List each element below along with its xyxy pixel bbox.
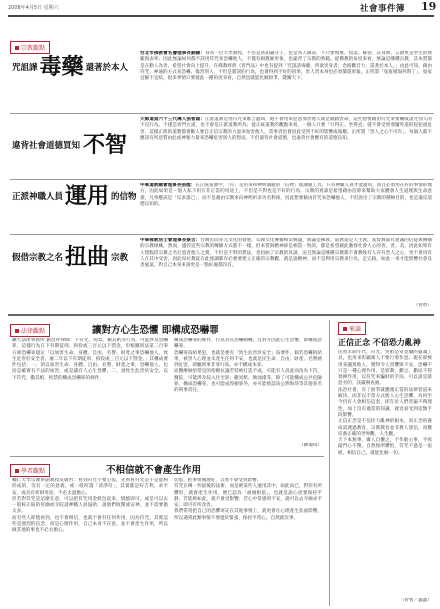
issue-date: 2008年4月5日 星期六 — [8, 5, 59, 11]
header-rule — [8, 15, 434, 17]
article-1-headline: 咒詛譁 毒藥 還著於本人 — [12, 54, 129, 80]
article-4-signature: （曾智） — [413, 303, 432, 308]
side-headline: 正信正念 不信恐力亂神 — [338, 337, 421, 347]
law-signature: （陳瑜琪） — [299, 443, 322, 448]
square-bullet-icon — [15, 46, 19, 50]
scholar-headline: 不相信就不會產生作用 — [106, 465, 202, 476]
law-column-1: 聯大法律事務所 劉昌坪律師：下符咒、拘禁、撒其紙等行為，可能涉及恐嚇罪，這樣行為在下有期徒刑、拘役或三百元以下罰金，但根據刑法第三百零五條恐嚇罪規定「以加害生命、身體、自由、名譽、財產之事恐嚇他人，致生危害於安全者，處二年以下有期徒刑、拘役或三百元以下罰金。」其構成要件包括：一、須以加害生命、身體、自由、名譽、財產之事，恐嚇他人，包括是確實有不法的加害，或是讓有人心生畏懼，二、須致生危害於安全。以下符咒、撒其紙，拘禁的構成恐嚇罪的條件， — [12, 338, 168, 381]
square-bullet-icon — [343, 327, 347, 331]
law-column-2: 構成恐嚇罪的條件，行爲具有恐嚇動機，且對方因此心生恐懼，即構成恐嚇罪。 恐嚇罪爲結果犯，也就是要有「致生危害於安全」爲要件，倘若恐嚇的結果，被害人心理並未產生任何不安，也就是民生命、自由、財產、名譽感到危害，即屬刑事非罪行爲，亦不構成本罪。 而醫療糾紛常見的指稱抗議若特被打造不成，可能有人爲此而改為下符，醫院，可能涉及侵入住宅罪；撒冥紙、拗油漆等，除了可能構成公共危險罪，構成恐嚇罪，也可能成毀損罪外，亦可能被認爲公然侮辱等其他罪名的刑事責任。 — [174, 338, 322, 394]
side-signature: （曾智／鑫鑫） — [399, 598, 432, 603]
divider — [10, 179, 434, 180]
religion-tag: 宗教觀點 — [10, 41, 50, 54]
article-3-headline: 正派神職人員 運用 的信物 — [12, 183, 137, 209]
scholar-tag: 學者觀點 — [10, 464, 50, 477]
divider — [10, 234, 434, 235]
page-number: 19 — [421, 0, 437, 13]
square-bullet-icon — [15, 469, 19, 473]
article-1-body: 台北市佛教會名譽理事長劉錦：身為一位大學教授，不但是高知識分子，也是為人師表，不只要慎重、授業、解惑，其身教、言教更是學生的典範與表率；因此無論如何都不該用符咒來恐嚇他人，不僅有損教師形象，也違背了宗教的典範。從佛教的角度來看，無論是哪種宗教，其本質都是在勸人為善，希望社會向上提升，在佛教經典《普門品》中也有提到「咒詛諸毒藥，所欲害身者，念彼觀音力，還著於本人。」由此可知，藉由符咒、神通的方式來恐嚇、傷害別人，不但是錯誤的行為，也會得到不好的因果，害人害本身也必須償還果報。正所謂「冤冤相報何時了」，冤家宜解不宜結，很多事情只要彼此一種角度來看，自然也就能化解紛爭，趨躍天下。 — [140, 51, 432, 82]
section-title: 社會事件簿 — [360, 4, 406, 14]
square-bullet-icon — [15, 329, 19, 333]
divider — [10, 456, 324, 457]
section-separator — [8, 314, 434, 316]
article-2-headline: 違背社會道德買知 不智 — [12, 132, 128, 158]
scholar-column-1: 輔仁大學宗教系副教授吳敏哲：看到符咒不要心慌，先看看符咒是不是能夠形成的，沒有一定的意義，或一般所謂「清淨符」，其實都是好吉利，求平安，或具有祈財用途，不必太過擔心。 但若對符咒是這麼在意，可以把符咒用金紙包起來，燒燒即可。或是可以去一般較正統的宮廟或寺院請神職人員協助，請他們收驚或安神，並不需要擔太多。 而有些人即使看到，也不會相信，也就不會有任何作用，因為符咒，其實這些是強烈的信念，而是心理作用，自己本身不在意，並不會產生作用，所以做其他的事也不必太擔心。 — [12, 478, 168, 534]
article-4-headline: 假借宗教之名 扭曲 宗教 — [12, 244, 129, 270]
law-headline: 讓對方心生恐懼 即構成恐嚇罪 — [92, 325, 219, 336]
scholar-column-2: 切思，把事情處理好，自然不會受到影響。 符咒在傳一件最後的法術，而是被某些人運用其中，如此而已，對你有所懼怕，就會產生作用，便已認為「福禍相依」，也就是說心思要保持平靜，若能夠如此，就不會受影響；若心中常感到不安，就可以去寺廟求平安，即可有所改善。 我們常常把自己的恐懼寄託在其他事情上，就更會在心理產生負面影響，所以遇到此類事情不要過於緊張，保持平常心，自然就沒事。 — [174, 478, 322, 521]
column-divider — [329, 320, 330, 606]
law-tag: 法律觀點 — [10, 324, 50, 337]
divider — [10, 113, 434, 114]
article-3-body: 中華道教總會理事長張檉：在正統道教中，「符」是用來和神明溝通的「信物」或溝通工具，只有神職人員才能運用，而且必須用在好的事情的地方，因此如果是一般人私下用在非正當的用途上，不但是不對也是不好的行為。宗教的真諦是希望藉由信仰來幫助大家體會人生道理與生命意義，凡事應該是「反求諸己」，而不是藉由宗教來向神明祈求功名利祿，因此想要藉由符咒來恐嚇他人，不但說出了宗教的積極目的，也是違反道德良知的。 — [140, 183, 432, 207]
side-tag: 來論 — [338, 322, 366, 335]
article-2-body: 天師道第六十三代傳人張智雄：正派道教是用符咒來唯吉避凶，絕不會用來惡意加害他人或是踐踏害命，這些想要藉由符咒來要嚇或詛咒別人的不良行為，不僅是罪門左道，也不會是正派道教所為；從正統道教的觀點來看，一個人只要「行得正、坐得直」就不會受到邪魔外道的侵犯或危害，這樣正派的道教都會勸人要自正信宗教的力量來加害他人，當事者也會因此受到不好的影響或報應。正所謂「害人之心不可有」，每個人都不應該有所惡質由此或神秘力量來恐嚇危害別人的想法，不但違背社會道德，也違背社會應有的道德良知。 — [140, 117, 432, 141]
side-body: 民智未開年代，符咒、哭紙是常見藥的靈魂工具，也用來彰顯萬人不要行邪作惡。現在卻被用來諷罵他人，變得令人畏懼與不安，恐嚇不只是一種心理作用，是邪教、撒豆、撒尿不得發揮作用，以符咒來騙財的手法，可以說是最惡劣的，該嚴辦查處。 法治社會，有了紛爭就應循正當的法律管道來解決，而非以不當方式使人心生恐懼。為何至今仍有人會相信這套，即在於人們普遍不夠理性，加上沒有適當的知識，就容易受到這類手段影響。 正信正念是不信怪力亂神的根本，而正念的養成需透過教育，宗教教育並非教人迷信，而應培養正確的世界觀、人生觀。 天下本無事，庸人自擾之，不作虧心事，半夜敲門心不驚，自然無所懼怕，符咒不過是一張紙，相信自己，就能化解一切。 — [338, 350, 432, 456]
article-4-body: 中華佛教居士會理事長蔡吉：台灣民間多元文化的發展，宗教文化傳播相當興盛，無論是佛教、道教還是天主教，基督教都有建議的信徒與傳播的宗教組織。然而，儘管這些宗教的傳播方式都不一樣，但本質與精神卻是相當一致的，都是希望藉此激發社會人心的善、善、美，因此如果有人想假借宗教之名打惡者他人之實，不但是不對的想法，也扭曲了宗教的真諦，況且無論是哪種宗教都不會教唆有人存有害人之心，更不會用有人在其中受害，因此每位教徒在此強調都有必要要建立正確的宗教觀，就是說精神，而不是利用宗教來行為，走完路，如此一來才能影響社會良善風氣，對自己本身來說更是一點好處都沒有。 — [140, 238, 432, 269]
